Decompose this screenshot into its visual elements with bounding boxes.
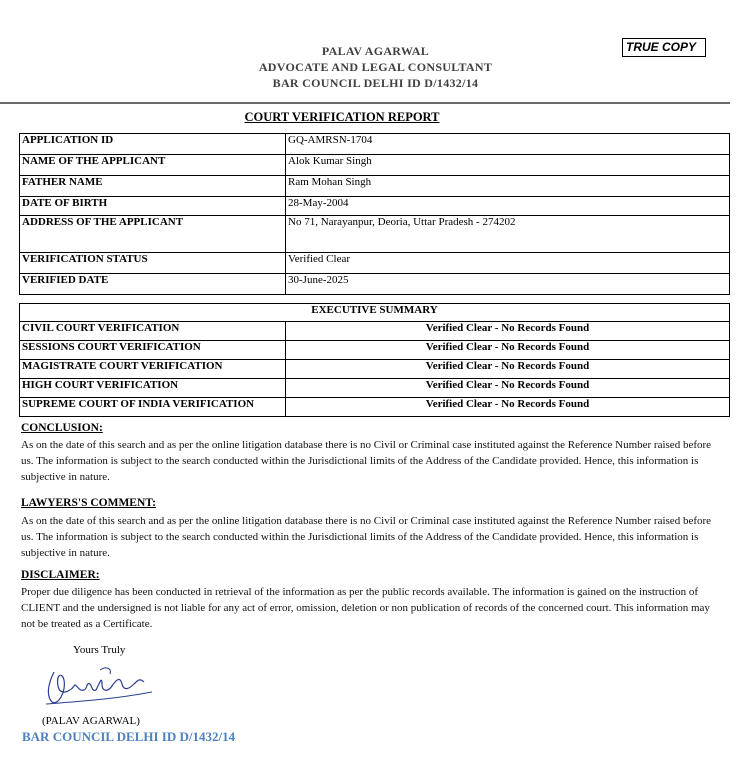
detail-label: FATHER NAME — [20, 176, 286, 197]
table-row — [20, 176, 730, 197]
table-row — [20, 322, 730, 341]
applicant-details-table — [19, 133, 730, 295]
summary-value: Verified Clear - No Records Found — [286, 398, 730, 417]
conclusion-text: As on the date of this search and as per the online litigation database there is no Civil or Criminal case instituted against the Reference Number raised before us. The information is subject to the search conducted within the Jurisdictional limits of the Address of the Candidate provided. Hence, this information is subjective in nature. — [21, 439, 712, 483]
true-copy-stamp: TRUE COPY — [622, 38, 706, 57]
footer-bar-council-id: BAR COUNCIL DELHI ID D/1432/14 — [22, 729, 236, 744]
summary-value: Verified Clear - No Records Found — [286, 322, 730, 341]
detail-label: NAME OF THE APPLICANT — [20, 155, 286, 176]
table-row — [20, 360, 730, 379]
closing-line: Yours Truly — [73, 644, 126, 656]
summary-label: CIVIL COURT VERIFICATION — [20, 322, 286, 341]
summary-value: Verified Clear - No Records Found — [286, 341, 730, 360]
signatory-name: (PALAV AGARWAL) — [42, 715, 140, 727]
report-title: COURT VERIFICATION REPORT — [244, 110, 440, 124]
summary-value: Verified Clear - No Records Found — [286, 379, 730, 398]
header-name: PALAV AGARWAL — [321, 44, 430, 58]
summary-label: MAGISTRATE COURT VERIFICATION — [20, 360, 286, 379]
detail-value: 30-June-2025 — [286, 274, 730, 295]
detail-value: GQ-AMRSN-1704 — [286, 134, 730, 155]
lawyers-comment-heading: LAWYERS'S COMMENT: — [21, 497, 156, 509]
detail-value: Verified Clear — [286, 253, 730, 274]
table-row — [20, 304, 730, 322]
summary-heading: EXECUTIVE SUMMARY — [20, 304, 730, 322]
detail-value: Alok Kumar Singh — [286, 155, 730, 176]
table-row — [20, 398, 730, 417]
detail-value: 28-May-2004 — [286, 197, 730, 216]
table-row — [20, 379, 730, 398]
detail-label: ADDRESS OF THE APPLICANT — [20, 216, 286, 253]
disclaimer-text: Proper due diligence has been conducted in retrieval of the information as per the public records available. The information is gained on the instruction of CLIENT and the undersigned is not liable for any act of error, omission, deletion or non publication of records of the concerned court. This information may not be treated as a Certificate. — [21, 586, 710, 630]
summary-label: SUPREME COURT OF INDIA VERIFICATION — [20, 398, 286, 417]
detail-label: VERIFIED DATE — [20, 274, 286, 295]
table-row — [20, 216, 730, 253]
table-row — [20, 134, 730, 155]
table-row — [20, 155, 730, 176]
header-divider — [0, 102, 730, 104]
table-row — [20, 253, 730, 274]
header-designation: ADVOCATE AND LEGAL CONSULTANT — [258, 60, 493, 74]
disclaimer-heading: DISCLAIMER: — [21, 569, 100, 581]
detail-label: APPLICATION ID — [20, 134, 286, 155]
table-row — [20, 341, 730, 360]
summary-label: HIGH COURT VERIFICATION — [20, 379, 286, 398]
lawyers-comment-text: As on the date of this search and as per the online litigation database there is no Civil or Criminal case instituted against the Reference Number raised before us. The information is subject to the search conducted within the Jurisdictional limits of the Address of the Candidate provided. Hence, this information is subjective in nature. — [21, 515, 712, 559]
detail-value: Ram Mohan Singh — [286, 176, 730, 197]
summary-label: SESSIONS COURT VERIFICATION — [20, 341, 286, 360]
summary-value: Verified Clear - No Records Found — [286, 360, 730, 379]
header-bar-id: BAR COUNCIL DELHI ID D/1432/14 — [272, 76, 479, 90]
conclusion-heading: CONCLUSION: — [21, 422, 103, 434]
table-row — [20, 274, 730, 295]
table-row — [20, 197, 730, 216]
detail-label: DATE OF BIRTH — [20, 197, 286, 216]
detail-value: No 71, Narayanpur, Deoria, Uttar Pradesh - 274202 — [286, 216, 730, 253]
signature-image — [40, 662, 160, 710]
detail-label: VERIFICATION STATUS — [20, 253, 286, 274]
executive-summary-table — [19, 303, 730, 417]
